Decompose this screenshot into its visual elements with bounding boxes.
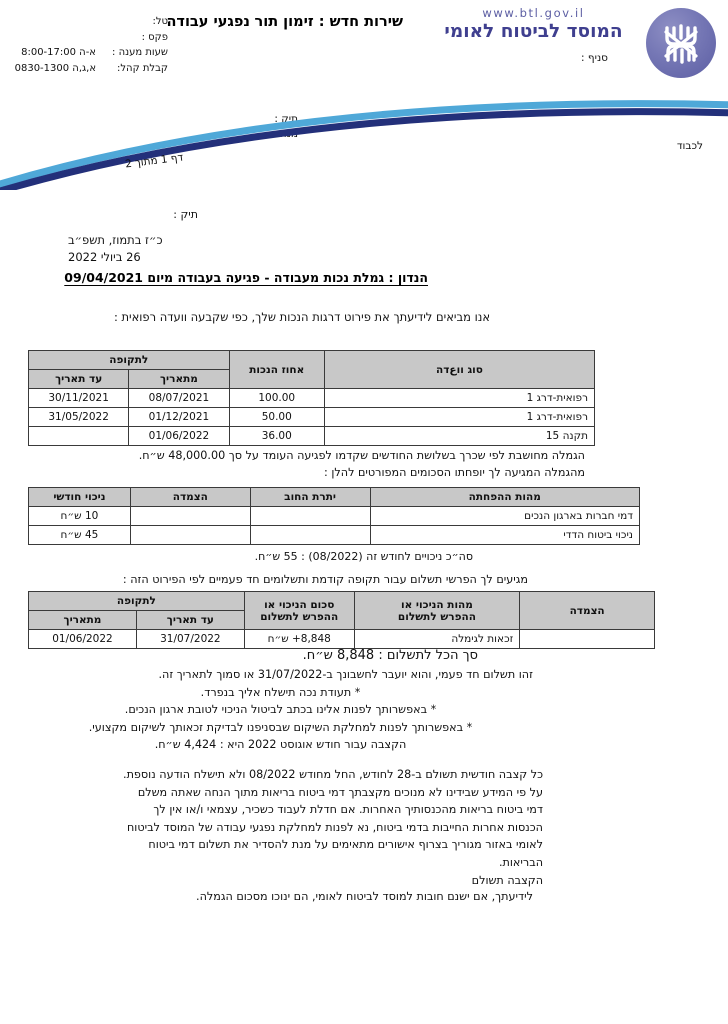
cell-debt-balance bbox=[250, 507, 370, 526]
col-from-date: מתאריך bbox=[129, 370, 229, 389]
date-block bbox=[68, 232, 198, 266]
notice-line: * באפשרותך לפנות אלינו בכתב לביטול הניכוי לטובת ארגון הנכים. bbox=[124, 703, 437, 716]
payment-note: מגיעים לך הפרשי תשלום עבור תקופה קודמת ותשלומים חד פעמיים לפי הפירוט הזה : bbox=[122, 573, 528, 586]
subject-line: הנדון : גמלת נכות מעבודה - פגיעה בעבודה מיום 09/04/2021 bbox=[64, 270, 428, 285]
col-linkage: הצמדה bbox=[130, 488, 250, 507]
file-label-secondary: תיק : bbox=[173, 208, 198, 221]
calculation-note-line1: הגמלה מחושבת לפי שכרך בשלושת החודשים שקדמו לפגיעה העומד על סך 48,000.00 ש״ח. bbox=[138, 449, 585, 462]
cell-from: 08/07/2021 bbox=[129, 389, 229, 408]
fax-label: פקס : bbox=[141, 31, 168, 43]
btl-website-url: www.btl.gov.il bbox=[482, 6, 585, 20]
cell-monthly: 45 ש״ח bbox=[29, 526, 131, 545]
hebrew-date: כ״ז בתמוז, תשפ״ב bbox=[68, 233, 163, 247]
cell-to: 31/07/2022 bbox=[136, 630, 244, 649]
payment-total: סך הכל לתשלום : 8,848 ש״ח. bbox=[302, 648, 478, 663]
notice-line: זהו תשלום חד פעמי, והוא יועבר לחשבונך ב-31/07/2022 או סמוך לתאריך זה. bbox=[158, 668, 533, 681]
col-payment-amount bbox=[244, 592, 354, 630]
cell-percent: 100.00 bbox=[229, 389, 324, 408]
contact-row-hours bbox=[8, 45, 168, 61]
col-payment-amount-line2: ההפרש לתשלום bbox=[260, 610, 339, 623]
cell-committee: רפואית-דרג 1 bbox=[324, 408, 594, 427]
contact-row-fax bbox=[8, 30, 168, 46]
cell-to: 31/05/2022 bbox=[29, 408, 129, 427]
body-line: הכנסות אחרות החייבות בדמי ביטוח, נא לפנות למחלקת נפגעי עבודה של המוסד לביטוח bbox=[126, 820, 543, 834]
reception-value: א,ג,ה 0830-1300 bbox=[14, 62, 96, 74]
col-payment-nature-line1: מהות הניכוי או bbox=[401, 598, 473, 611]
contact-row-phone bbox=[8, 14, 168, 30]
cell-percent: 50.00 bbox=[229, 408, 324, 427]
body-line: על פי המידע שבידינו לא מנוכים מקצבתך דמי ביטוח בריאות מתוך הנחה שאתה משלם bbox=[137, 785, 543, 799]
btl-logo bbox=[646, 8, 716, 78]
cell-committee: תקנה 15 bbox=[324, 427, 594, 446]
hours-label: שעות מענה : bbox=[112, 47, 168, 58]
decorative-swoosh bbox=[0, 95, 728, 190]
gregorian-date: 26 ביולי 2022 bbox=[68, 250, 141, 264]
table-row bbox=[29, 526, 640, 545]
notice-line: * באפשרותך לפנות למחלקת השיקום שבסניפנו לבדיקת זכאותך לשיקום מקצועי. bbox=[88, 720, 473, 734]
cell-to: 30/11/2021 bbox=[29, 389, 129, 408]
col-linkage: הצמדה bbox=[520, 592, 655, 630]
col-period-group: לתקופה bbox=[29, 592, 245, 611]
table-header-group-row bbox=[29, 351, 595, 370]
col-monthly-deduction: ניכוי חודשי bbox=[29, 488, 131, 507]
cell-from: 01/06/2022 bbox=[29, 630, 137, 649]
service-title: שירות חדש : זימון תור bbox=[254, 14, 403, 30]
table-header-group-row bbox=[29, 592, 655, 611]
btl-emblem-icon bbox=[646, 8, 716, 78]
debts-notice: לידיעתך, אם ישנם חובות למוסד לביטוח לאומי, הם ינוכו מסכום הגמלה. bbox=[196, 890, 533, 903]
col-payment-nature-line2: ההפרש לתשלום bbox=[397, 610, 476, 623]
notice-line: הקצבה עבור חודש אוגוסט 2022 היא : 4,424 ש״ח. bbox=[154, 738, 407, 751]
file-label-top: תיק : bbox=[274, 113, 298, 125]
col-to-date: עד תאריך bbox=[29, 370, 129, 389]
cell-from: 01/12/2021 bbox=[129, 408, 229, 427]
payment-table bbox=[28, 591, 655, 649]
health-insurance-block bbox=[13, 766, 543, 889]
logo-circle bbox=[646, 8, 716, 78]
contact-details bbox=[8, 14, 168, 76]
cell-percent: 36.00 bbox=[229, 427, 324, 446]
cell-monthly: 10 ש״ח bbox=[29, 507, 131, 526]
col-disability-percent: אחוז הנכות bbox=[229, 351, 324, 389]
cell-from: 01/06/2022 bbox=[129, 427, 229, 446]
addressee-label: לכבוד bbox=[676, 140, 703, 152]
col-deduction-nature: מהות ההפחתה bbox=[370, 488, 640, 507]
cell-linkage bbox=[130, 526, 250, 545]
body-line: הבריאות. bbox=[498, 855, 543, 869]
cell-linkage bbox=[130, 507, 250, 526]
body-line: דמי ביטוח בריאות מהכנסותיך האחרות. אם חדלת לעבוד כשכיר, עצמאי ו/או אין לך bbox=[153, 803, 543, 817]
cell-nature: זכאות לגימלה bbox=[354, 630, 520, 649]
reception-label: קבלת קהל: bbox=[117, 62, 168, 74]
col-to-date: עד תאריך bbox=[136, 611, 244, 630]
table-header-row bbox=[29, 488, 640, 507]
table-row bbox=[29, 507, 640, 526]
table-row bbox=[29, 389, 595, 408]
body-line: כל קצבה חודשית תשולם ב-28 לחודש, החל מחודש 08/2022 ולא תישלח הודעה נוספת. bbox=[123, 768, 543, 781]
cell-linkage bbox=[520, 630, 655, 649]
branch-label: סניף : bbox=[581, 52, 608, 64]
phone-label: טל: bbox=[152, 16, 168, 27]
contact-row-reception bbox=[8, 61, 168, 77]
intro-paragraph: אנו מביאים לידיעתך את פירוט דרגות הנכות שלך, כפי שקבעה וועדה רפואית : bbox=[113, 310, 490, 324]
col-from-date: מתאריך bbox=[29, 611, 137, 630]
col-period-group: לתקופה bbox=[29, 351, 230, 370]
col-payment-nature bbox=[354, 592, 520, 630]
cell-debt-balance bbox=[250, 526, 370, 545]
col-payment-amount-line1: סכום הניכוי או bbox=[264, 598, 335, 611]
notices-block bbox=[28, 666, 533, 754]
notice-line: * תעודת נכה תישלח אליך בנפרד. bbox=[200, 685, 361, 699]
cell-nature: ניכוי ביטוח הדדי bbox=[370, 526, 640, 545]
deductions-total: סה״כ ניכויים לחודש זה (08/2022) : 55 ש״ח. bbox=[254, 550, 473, 563]
table-row bbox=[29, 408, 595, 427]
body-line: לאומי באזור מגוריך בצרוף אישורים מתאימים על מנת להסדיר את תשלום דמי ביטוח bbox=[148, 838, 543, 852]
brand-block bbox=[431, 6, 636, 43]
table-row bbox=[29, 427, 595, 446]
portion-label: מנה: bbox=[276, 128, 298, 140]
hours-value: א-ה 8:00-17:00 bbox=[21, 47, 96, 58]
calculation-note-line2: מהגמלה המגיעה לך יופחתו הסכומים המפורטים להלן : bbox=[324, 466, 585, 479]
organization-name: המוסד לביטוח לאומי bbox=[444, 21, 623, 42]
cell-to bbox=[29, 427, 129, 446]
disability-table bbox=[28, 350, 595, 446]
cell-committee: רפואית-דרג 1 bbox=[324, 389, 594, 408]
calculation-note bbox=[29, 447, 585, 481]
col-committee-type: סוג ווعדה bbox=[324, 351, 594, 389]
col-debt-balance: יתרת החוב bbox=[250, 488, 370, 507]
department-title: נפגעי עבודה bbox=[166, 14, 250, 30]
page-number: דף 1 מתוך 2 bbox=[124, 151, 184, 171]
cell-amount: 8,848+ ש״ח bbox=[244, 630, 354, 649]
body-line: הקצבה תשולם bbox=[471, 873, 543, 887]
cell-nature: דמי חברות בארגון הנכים bbox=[370, 507, 640, 526]
deductions-table bbox=[28, 487, 640, 545]
table-row bbox=[29, 630, 655, 649]
